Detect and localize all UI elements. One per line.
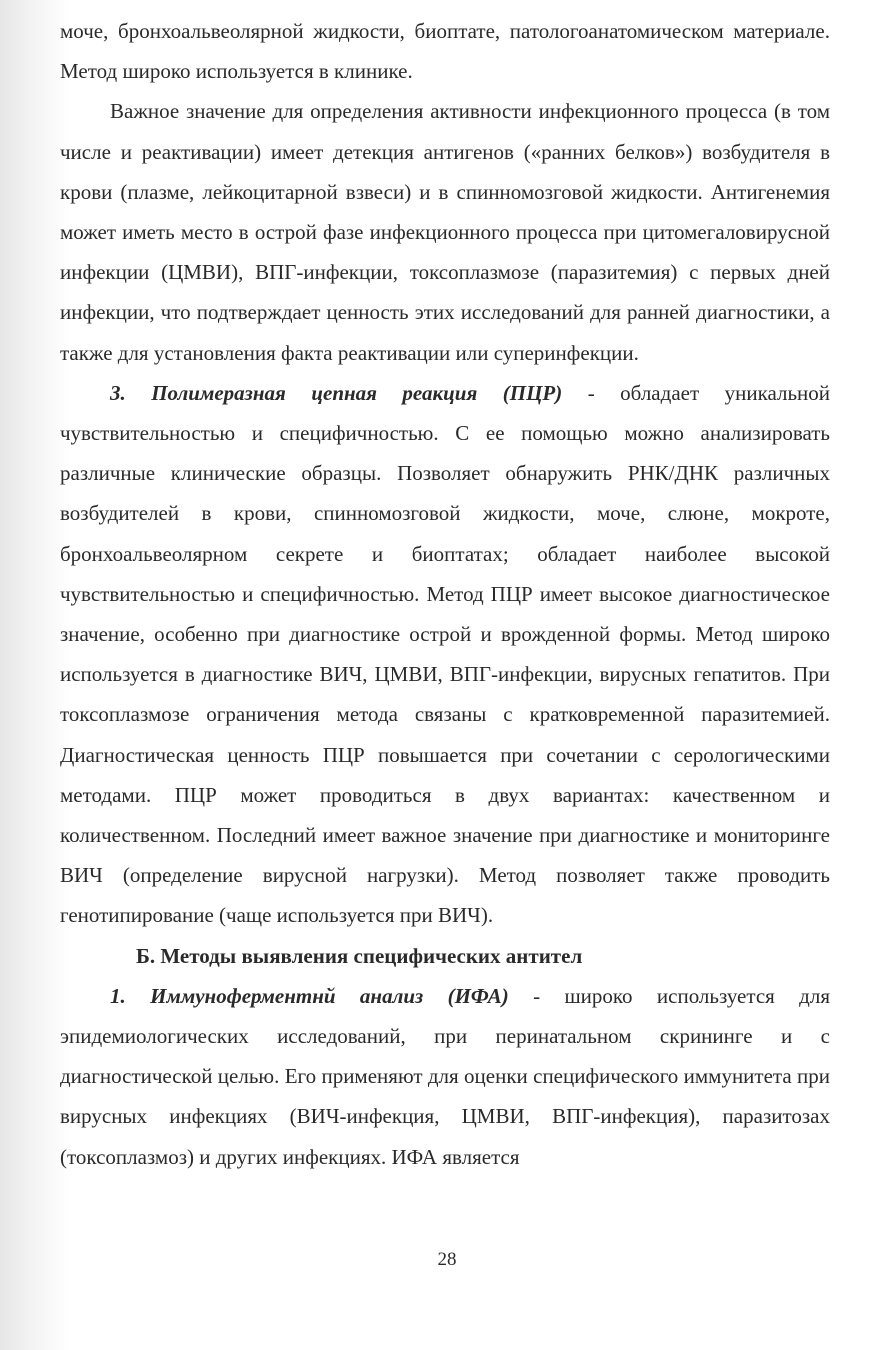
paragraph-antigen-detection: Важное значение для определения активности инфекционного процесса (в том числе и реактивации) имеет детекция антигенов («ранних белков») возбудителя в крови (плазме, лейкоцитарной взвеси) и в спинномозговой жидкости. Антигенемия может иметь место в острой фазе инфекционного процесса при цитомегаловирусной инфекции (ЦМВИ), ВПГ-инфекции, токсоплазмозе (паразитемия) с первых дней инфекции, что подтверждает ценность этих исследований для ранней диагностики, а также для установления факта реактивации или суперинфекции. [60,99,830,365]
paragraph-elisa [60,976,830,1177]
pcr-text: - обладает уникальной чувствительностью и специфичностью. С ее помощью можно анализировать различные клинические образцы. Позволяет обнаружить РНК/ДНК различных возбудителей в крови, спинномозговой жидкости, моче, слюне, мокроте, бронхоальвеолярном секрете и биоптатах; обладает наиболее высокой чувствительностью и специфичностью. Метод ПЦР имеет высокое диагностическое значение, особенно при диагностике острой и врожденной формы. Метод широко используется в диагностике ВИЧ, ЦМВИ, ВПГ-инфекции, вирусных гепатитов. При токсоплазмозе ограничения метода связаны с кратковременной паразитемией. Диагностическая ценность ПЦР повышается при сочетании с серологическими методами. ПЦР может проводиться в двух вариантах: качественном и количественном. Последний имеет важное значение при диагностике и мониторинге ВИЧ (определение вирусной нагрузки). Метод позволяет также проводить генотипирование (чаще используется при ВИЧ). [60,380,830,928]
paragraph-1: моче, бронхоальвеолярной жидкости, биоптате, патологоанатомическом материале. Метод широко используется в клинике. [60,19,830,84]
page-body [60,11,830,1177]
elisa-text: - широко используется для эпидемиологических исследований, при перинатальном скрининге и с диагностической целью. Его применяют для оценки специфического иммунитета при вирусных инфекциях (ВИЧ-инфекция, ЦМВИ, ВПГ-инфекция), паразитозах (токсоплазмоз) и других инфекциях. ИФА является [60,983,830,1169]
page-number: 28 [437,1249,457,1270]
elisa-lead-term: 1. Иммуноферментнй анализ (ИФА) [110,983,509,1008]
section-heading-b: Б. Методы выявления специфических антител [136,943,583,968]
pcr-lead-term: 3. Полимеразная цепная реакция (ПЦР) [110,380,563,405]
paragraph-pcr [60,373,830,936]
